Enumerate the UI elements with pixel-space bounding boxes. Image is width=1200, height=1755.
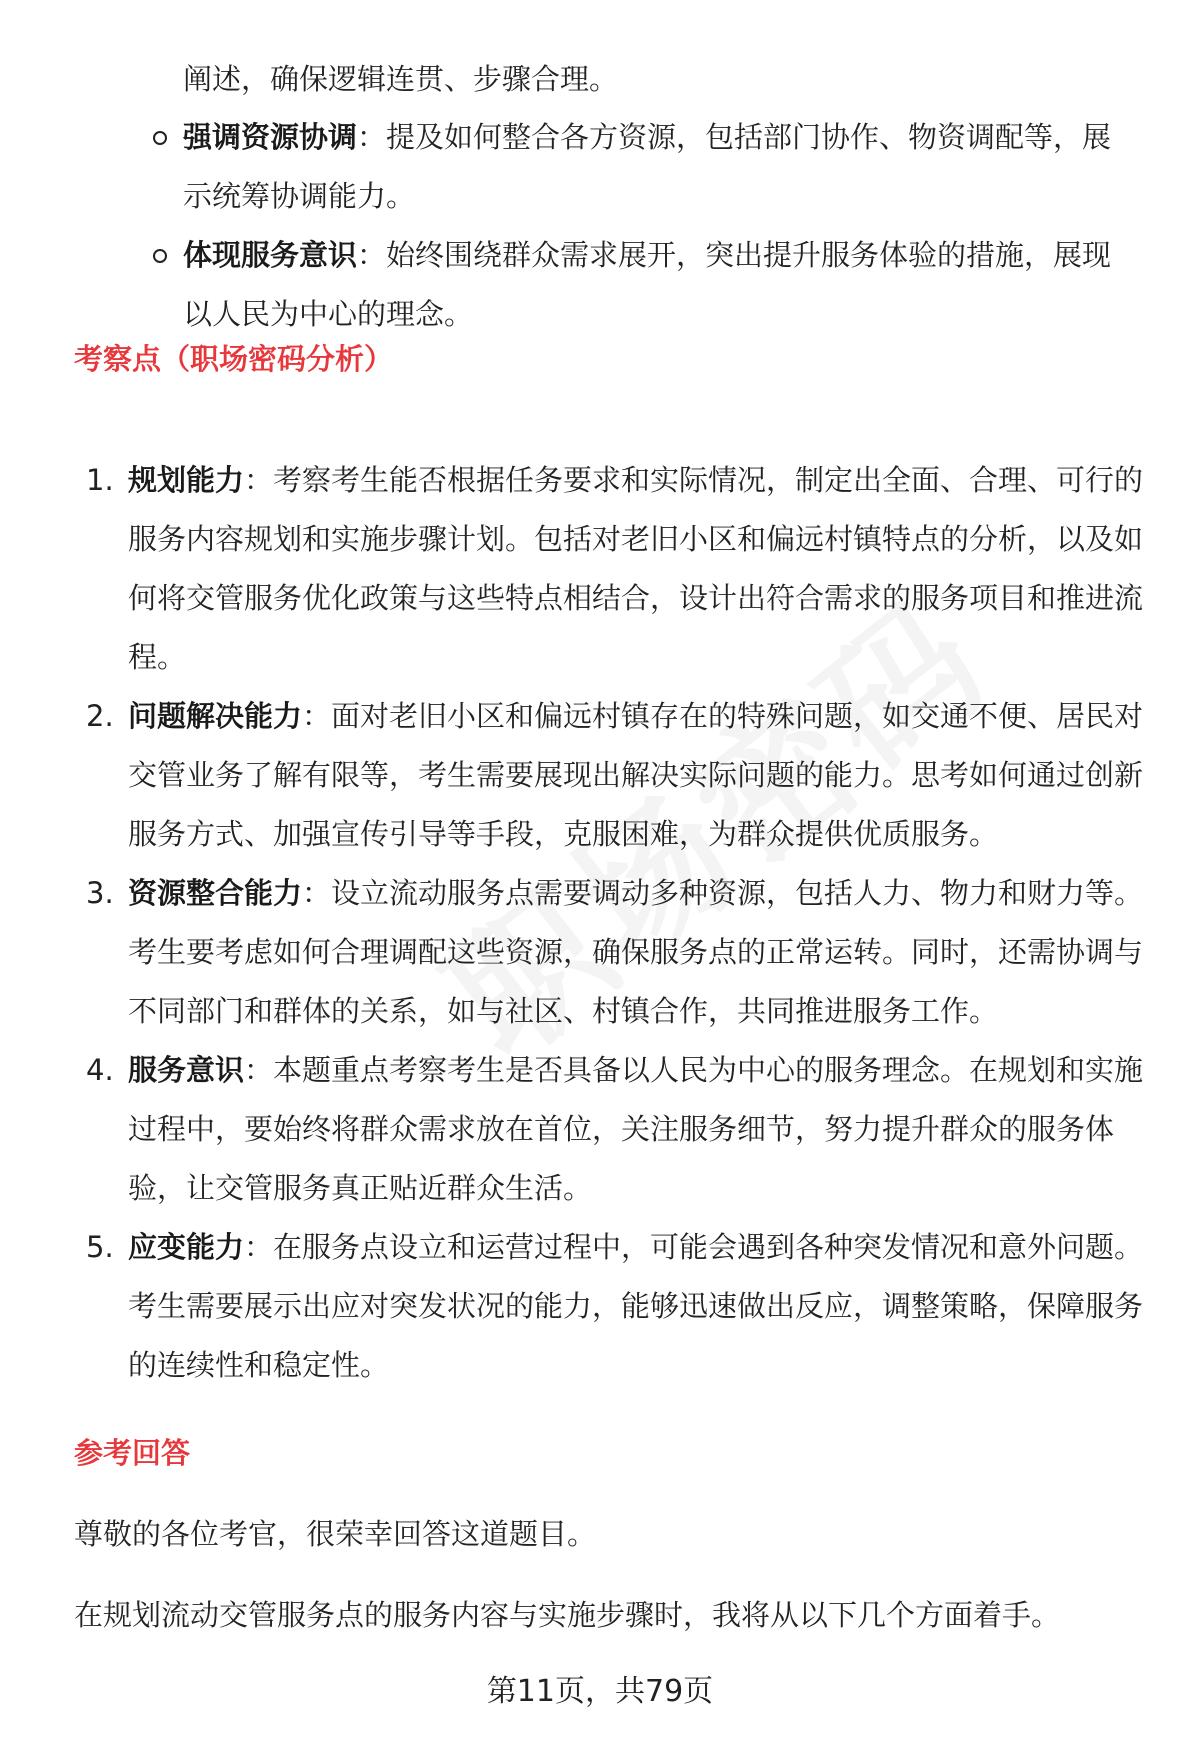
item-text: 始终围绕群众需求展开，突出提升服务体验的措施，展现以人民为中心的理念。 xyxy=(183,238,1112,331)
list-item xyxy=(74,687,1144,864)
item-number: 4. xyxy=(86,1053,114,1087)
list-item xyxy=(150,226,1140,344)
item-separator: ： xyxy=(357,120,387,154)
item-separator: ： xyxy=(302,876,332,910)
hollow-bullet-icon xyxy=(153,249,167,263)
item-term: 强调资源协调 xyxy=(183,120,358,154)
item-term: 规划能力 xyxy=(128,463,245,497)
item-text: 本题重点考察考生是否具备以人民为中心的服务理念。在规划和实施过程中，要始终将群众需求放在首位，关注服务细节，努力提升群众的服务体验，让交管服务真正贴近群众生活。 xyxy=(128,1053,1144,1205)
item-text: 提及如何整合各方资源，包括部门协作、物资调配等，展示统筹协调能力。 xyxy=(183,120,1112,213)
list-item xyxy=(74,1218,1144,1395)
list-item xyxy=(74,1041,1144,1218)
hollow-bullet-icon xyxy=(153,131,167,145)
item-term: 资源整合能力 xyxy=(128,876,303,910)
item-separator: ： xyxy=(244,1230,274,1264)
list-item xyxy=(74,451,1144,687)
exam-points-list xyxy=(74,451,1144,1395)
answer-paragraph: 在规划流动交管服务点的服务内容与实施步骤时，我将从以下几个方面着手。 xyxy=(74,1598,1061,1632)
section-title-exam-points: 考察点（职场密码分析） xyxy=(74,342,394,376)
section-title-reference-answer: 参考回答 xyxy=(74,1436,191,1470)
item-number: 2. xyxy=(86,699,114,733)
item-separator: ： xyxy=(244,1053,274,1087)
list-item xyxy=(150,108,1140,226)
item-separator: ： xyxy=(244,463,274,497)
item-term: 应变能力 xyxy=(128,1230,245,1264)
continued-text: 阐述，确保逻辑连贯、步骤合理。 xyxy=(183,62,619,96)
item-number: 5. xyxy=(86,1230,114,1264)
page-footer: 第11页，共79页 xyxy=(486,1674,714,1709)
item-separator: ： xyxy=(357,238,387,272)
item-term: 服务意识 xyxy=(128,1053,245,1087)
item-text: 在服务点设立和运营过程中，可能会遇到各种突发情况和意外问题。考生需要展示出应对突发状况的能力，能够迅速做出反应，调整策略，保障服务的连续性和稳定性。 xyxy=(128,1230,1144,1382)
list-item xyxy=(74,864,1144,1041)
item-term: 问题解决能力 xyxy=(128,699,303,733)
item-text: 面对老旧小区和偏远村镇存在的特殊问题，如交通不便、居民对交管业务了解有限等，考生需要展现出解决实际问题的能力。思考如何通过创新服务方式、加强宣传引导等手段，克服困难，为群众提供优质服务。 xyxy=(128,699,1144,851)
item-text: 考察考生能否根据任务要求和实际情况，制定出全面、合理、可行的服务内容规划和实施步骤计划。包括对老旧小区和偏远村镇特点的分析，以及如何将交管服务优化政策与这些特点相结合，设计出符合需求的服务项目和推进流程。 xyxy=(128,463,1144,674)
item-term: 体现服务意识 xyxy=(183,238,358,272)
item-number: 3. xyxy=(86,876,114,910)
sub-bullet-list xyxy=(150,108,1140,344)
answer-paragraph: 尊敬的各位考官，很荣幸回答这道题目。 xyxy=(74,1517,597,1551)
item-separator: ： xyxy=(302,699,332,733)
item-text: 设立流动服务点需要调动多种资源，包括人力、物力和财力等。考生要考虑如何合理调配这些资源，确保服务点的正常运转。同时，还需协调与不同部门和群体的关系，如与社区、村镇合作，共同推进服务工作。 xyxy=(128,876,1144,1028)
item-number: 1. xyxy=(86,463,114,497)
